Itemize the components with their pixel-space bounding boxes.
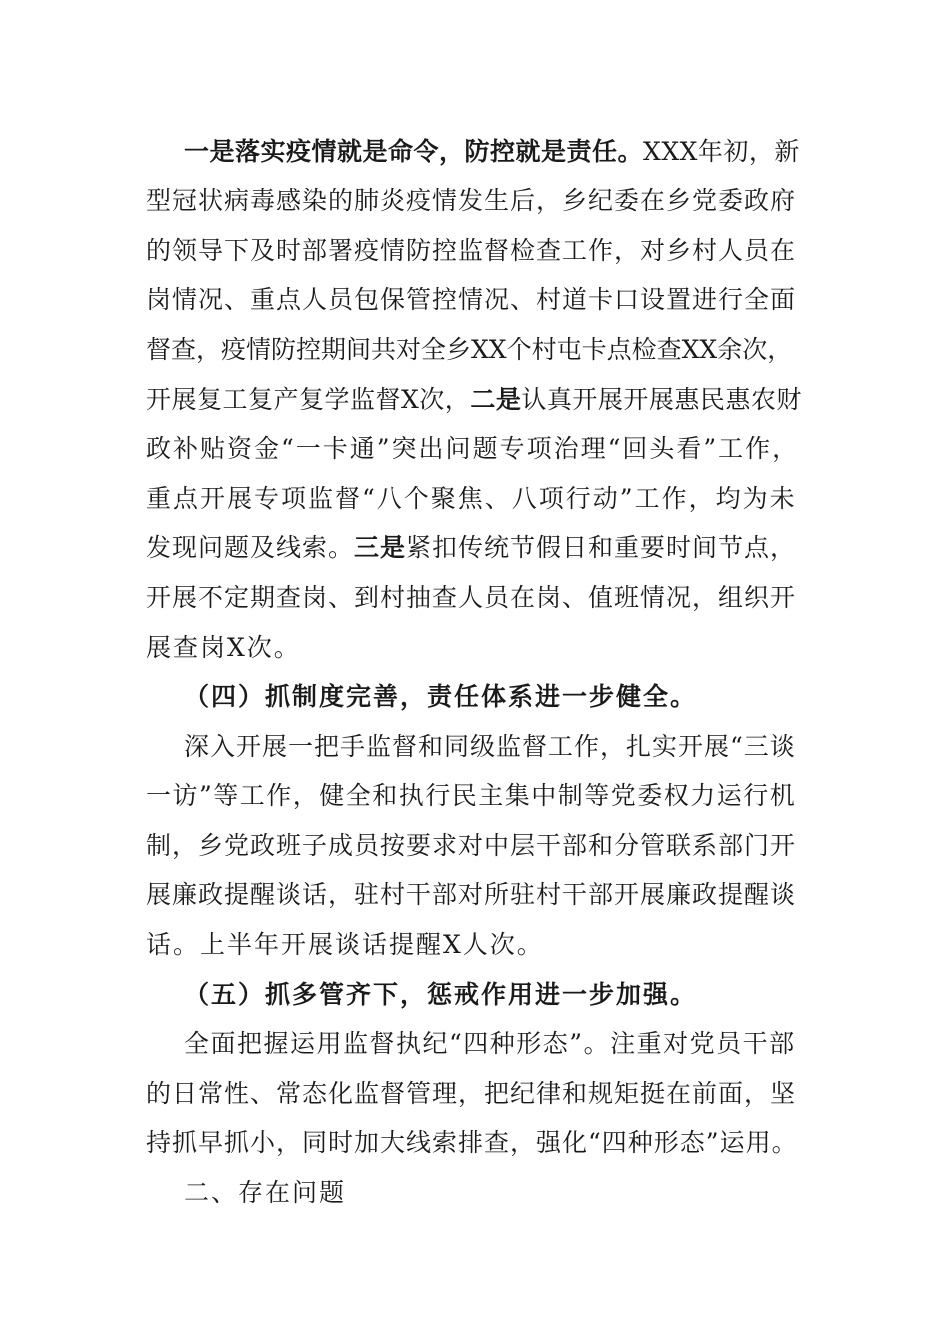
- paragraph-a-line-3: 的领导下及时部署疫情防控监督检查工作，对乡村人员在: [146, 236, 797, 265]
- paragraph-b-line-2: 一访”等工作，健全和执行民主集中制等党委权力运行机: [146, 781, 797, 810]
- paragraph-a-line-8: 重点开展专项监督“八个聚焦、八项行动”工作，均为未: [146, 484, 797, 513]
- paragraph-a-line-9-pre: 发现问题及线索。: [146, 533, 355, 562]
- lead-point-3: 三是: [354, 533, 407, 562]
- section-2-title: 二、存在问题: [184, 1178, 347, 1207]
- lead-point-1: 一是落实疫情就是命令，防控就是责任。: [184, 137, 644, 166]
- paragraph-a-line-9-post: 紧扣传统节假日和重要时间节点，: [406, 533, 797, 562]
- paragraph-a-line-11: 展查岗X次。: [146, 633, 301, 662]
- paragraph-c-line-1: 全面把握运用监督执纪“四种形态”。注重对党员干部: [184, 1029, 796, 1058]
- paragraph-c-line-2: 的日常性、常态化监督管理，把纪律和规矩挺在前面，坚: [146, 1079, 797, 1108]
- section-heading-4: （四）抓制度完善，责任体系进一步健全。: [184, 682, 698, 711]
- paragraph-a-line-7: 政补贴资金“一卡通”突出问题专项治理“回头看”工作，: [146, 434, 800, 463]
- paragraph-b-line-3: 制，乡党政班子成员按要求对中层干部和分管联系部门开: [146, 831, 797, 860]
- paragraph-b-line-1: 深入开展一把手监督和同级监督工作，扎实开展“三谈: [184, 732, 796, 761]
- paragraph-b-line-5: 话。上半年开展谈话提醒X人次。: [146, 930, 544, 959]
- paragraph-a-line-2: 型冠状病毒感染的肺炎疫情发生后，乡纪委在乡党委政府: [146, 186, 797, 215]
- paragraph-b-line-4: 展廉政提醒谈话，驻村干部对所驻村干部开展廉政提醒谈: [146, 880, 797, 909]
- paragraph-c-line-3: 持抓早抓小，同时加大线索排查，强化“四种形态”运用。: [146, 1128, 798, 1157]
- paragraph-a-line-9: [146, 530, 796, 566]
- paragraph-a-line-1-text: XXX年初，新: [643, 137, 800, 166]
- paragraph-a-line-4: 岗情况、重点人员包保管控情况、村道卡口设置进行全面: [146, 285, 797, 314]
- paragraph-a-line-5: 督查，疫情防控期间共对全乡XX个村屯卡点检查XX余次，: [146, 335, 793, 364]
- paragraph-a-line-1: [184, 134, 800, 170]
- section-heading-5: （五）抓多管齐下，惩戒作用进一步加强。: [184, 980, 698, 1009]
- paragraph-a-line-6-post: 认真开展开展惠民惠农财: [521, 385, 802, 414]
- paragraph-a-line-6-pre: 开展复工复产复学监督X次，: [146, 385, 471, 414]
- paragraph-a-line-6: [146, 382, 802, 418]
- lead-point-2: 二是: [470, 385, 522, 414]
- paragraph-a-line-10: 开展不定期查岗、到村抽查人员在岗、值班情况，组织开: [146, 583, 797, 612]
